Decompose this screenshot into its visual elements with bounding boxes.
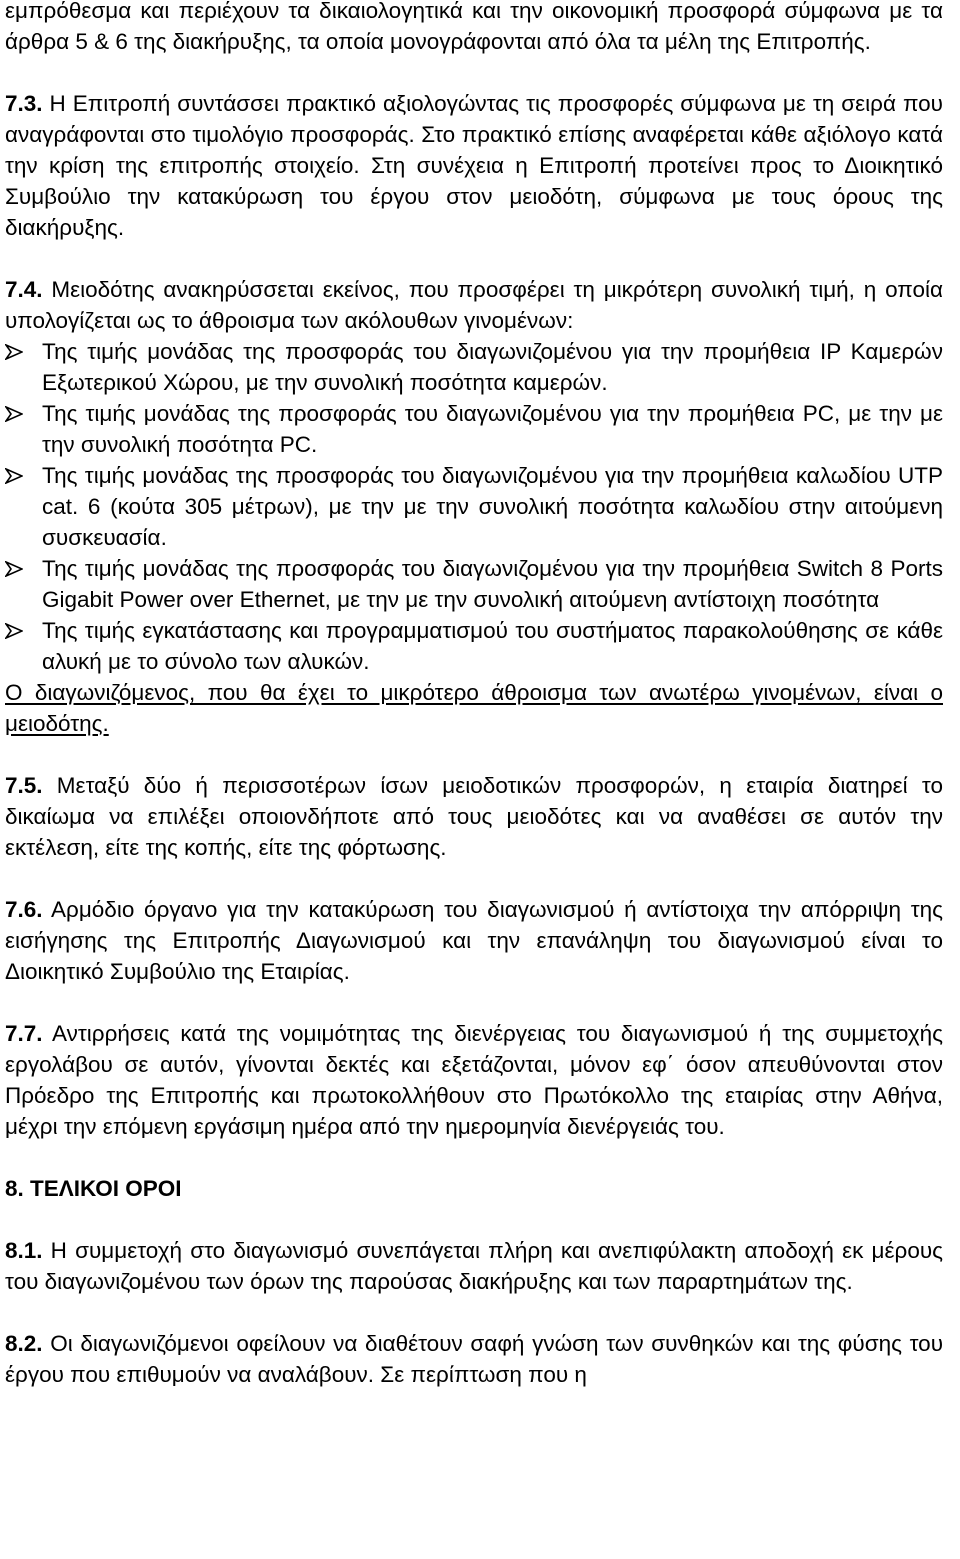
- conclusion-text: Ο διαγωνιζόμενος, που θα έχει το μικρότερο άθροισμα των ανωτέρω γινομένων, είναι ο μειοδότης.: [5, 680, 943, 736]
- bullet-text: Της τιμής μονάδας της προσφοράς του διαγωνιζομένου για την προμήθεια Switch 8 Ports Gigabit Power over Ethernet, με την με την συνολική αιτούμενη αντίστοιχη ποσότητα: [42, 556, 943, 612]
- section-8-2-text: Οι διαγωνιζόμενοι οφείλουν να διαθέτουν σαφή γνώση των συνθηκών και της φύσης του έργου που επιθυμούν να αναλάβουν. Σε περίπτωση που η: [5, 1331, 943, 1387]
- section-7-6-text: Αρμόδιο όργανο για την κατακύρωση του διαγωνισμού ή αντίστοιχα την απόρριψη της εισήγησης της Επιτροπής Διαγωνισμού και την επανάληψη του διαγωνισμού είναι το Διοικητικό Συμβούλιο της Εταιρίας.: [5, 897, 943, 984]
- section-8-1-number: 8.1.: [5, 1238, 43, 1263]
- list-item: [5, 615, 943, 677]
- bullet-text: Της τιμής εγκατάστασης και προγραμματισμού του συστήματος παρακολούθησης σε κάθε αλυκή με το σύνολο των αλυκών.: [42, 618, 943, 674]
- section-7-7-number: 7.7.: [5, 1021, 43, 1046]
- intro-text: εμπρόθεσμα και περιέχουν τα δικαιολογητικά και την οικονομική προσφορά σύμφωνα με τα άρθρα 5 & 6 της διακήρυξης, τα οποία μονογράφονται από όλα τα μέλη της Επιτροπής.: [5, 0, 943, 54]
- intro-paragraph: [5, 0, 943, 57]
- list-item: [5, 553, 943, 615]
- list-item: [5, 336, 943, 398]
- section-7-3-number: 7.3.: [5, 91, 43, 116]
- arrow-bullet-icon: [5, 344, 23, 360]
- arrow-bullet-icon: [5, 406, 23, 422]
- section-7-3: [5, 88, 943, 243]
- document-page: [5, 0, 943, 1390]
- section-7-4-bullet-list: [5, 336, 943, 677]
- section-8-2: [5, 1328, 943, 1390]
- section-7-4-number: 7.4.: [5, 277, 43, 302]
- bullet-text: Της τιμής μονάδας της προσφοράς του διαγωνιζομένου για την προμήθεια PC, με την με την συνολική ποσότητα PC.: [42, 401, 943, 457]
- section-7-7-text: Αντιρρήσεις κατά της νομιμότητας της διενέργειας του διαγωνισμού ή της συμμετοχής εργολάβου σε αυτόν, γίνονται δεκτές και εξετάζονται, μόνον εφ΄ όσον απευθύνονται στον Πρόεδρο της Επιτροπής και πρωτοκολλήθουν στο Πρωτόκολλο της εταιρίας στην Αθήνα, μέχρι την επόμενη εργάσιμη ημέρα από την ημερομηνία διενέργειάς του.: [5, 1021, 943, 1139]
- list-item: [5, 398, 943, 460]
- list-item: [5, 460, 943, 553]
- bullet-text: Της τιμής μονάδας της προσφοράς του διαγωνιζομένου για την προμήθεια IP Καμερών Εξωτερικού Χώρου, με την συνολική ποσότητα καμερών.: [42, 339, 943, 395]
- section-7-4: [5, 274, 943, 336]
- section-8-2-number: 8.2.: [5, 1331, 43, 1356]
- section-8-1: [5, 1235, 943, 1297]
- section-7-5-number: 7.5.: [5, 773, 43, 798]
- arrow-bullet-icon: [5, 468, 23, 484]
- section-7-6: [5, 894, 943, 987]
- section-8-1-text: Η συμμετοχή στο διαγωνισμό συνεπάγεται πλήρη και ανεπιφύλακτη αποδοχή εκ μέρους του διαγωνιζομένου των όρων της παρούσας διακήρυξης και των παραρτημάτων της.: [5, 1238, 943, 1294]
- section-7-5-text: Μεταξύ δύο ή περισσοτέρων ίσων μειοδοτικών προσφορών, η εταιρία διατηρεί το δικαίωμα να επιλέξει οποιονδήποτε από τους μειοδότες και να αναθέσει σε αυτόν την εκτέλεση, είτε της κοπής, είτε της φόρτωσης.: [5, 773, 943, 860]
- section-7-3-text: Η Επιτροπή συντάσσει πρακτικό αξιολογώντας τις προσφορές σύμφωνα με τη σειρά που αναγράφονται στο τιμολόγιο προσφοράς. Στο πρακτικό επίσης αναφέρεται κάθε αξιόλογο κατά την κρίση της επιτροπής στοιχείο. Στη συνέχεια η Επιτροπή προτείνει προς το Διοικητικό Συμβούλιο την κατακύρωση του έργου στον μειοδότη, σύμφωνα με τους όρους της διακήρυξης.: [5, 91, 943, 240]
- section-7-4-text: Μειοδότης ανακηρύσσεται εκείνος, που προσφέρει τη μικρότερη συνολική τιμή, η οποία υπολογίζεται ως το άθροισμα των ακόλουθων γινομένων:: [5, 277, 943, 333]
- bullet-text: Της τιμής μονάδας της προσφοράς του διαγωνιζομένου για την προμήθεια καλωδίου UTP cat. 6 (κούτα 305 μέτρων), με την με την συνολική ποσότητα καλωδίου στην αιτούμενη συσκευασία.: [42, 463, 943, 550]
- section-7-4-conclusion: [5, 677, 943, 739]
- section-8-heading: 8. ΤΕΛΙΚΟΙ ΟΡΟΙ: [5, 1176, 182, 1201]
- section-7-5: [5, 770, 943, 863]
- arrow-bullet-icon: [5, 561, 23, 577]
- section-7-6-number: 7.6.: [5, 897, 43, 922]
- section-7-7: [5, 1018, 943, 1142]
- arrow-bullet-icon: [5, 623, 23, 639]
